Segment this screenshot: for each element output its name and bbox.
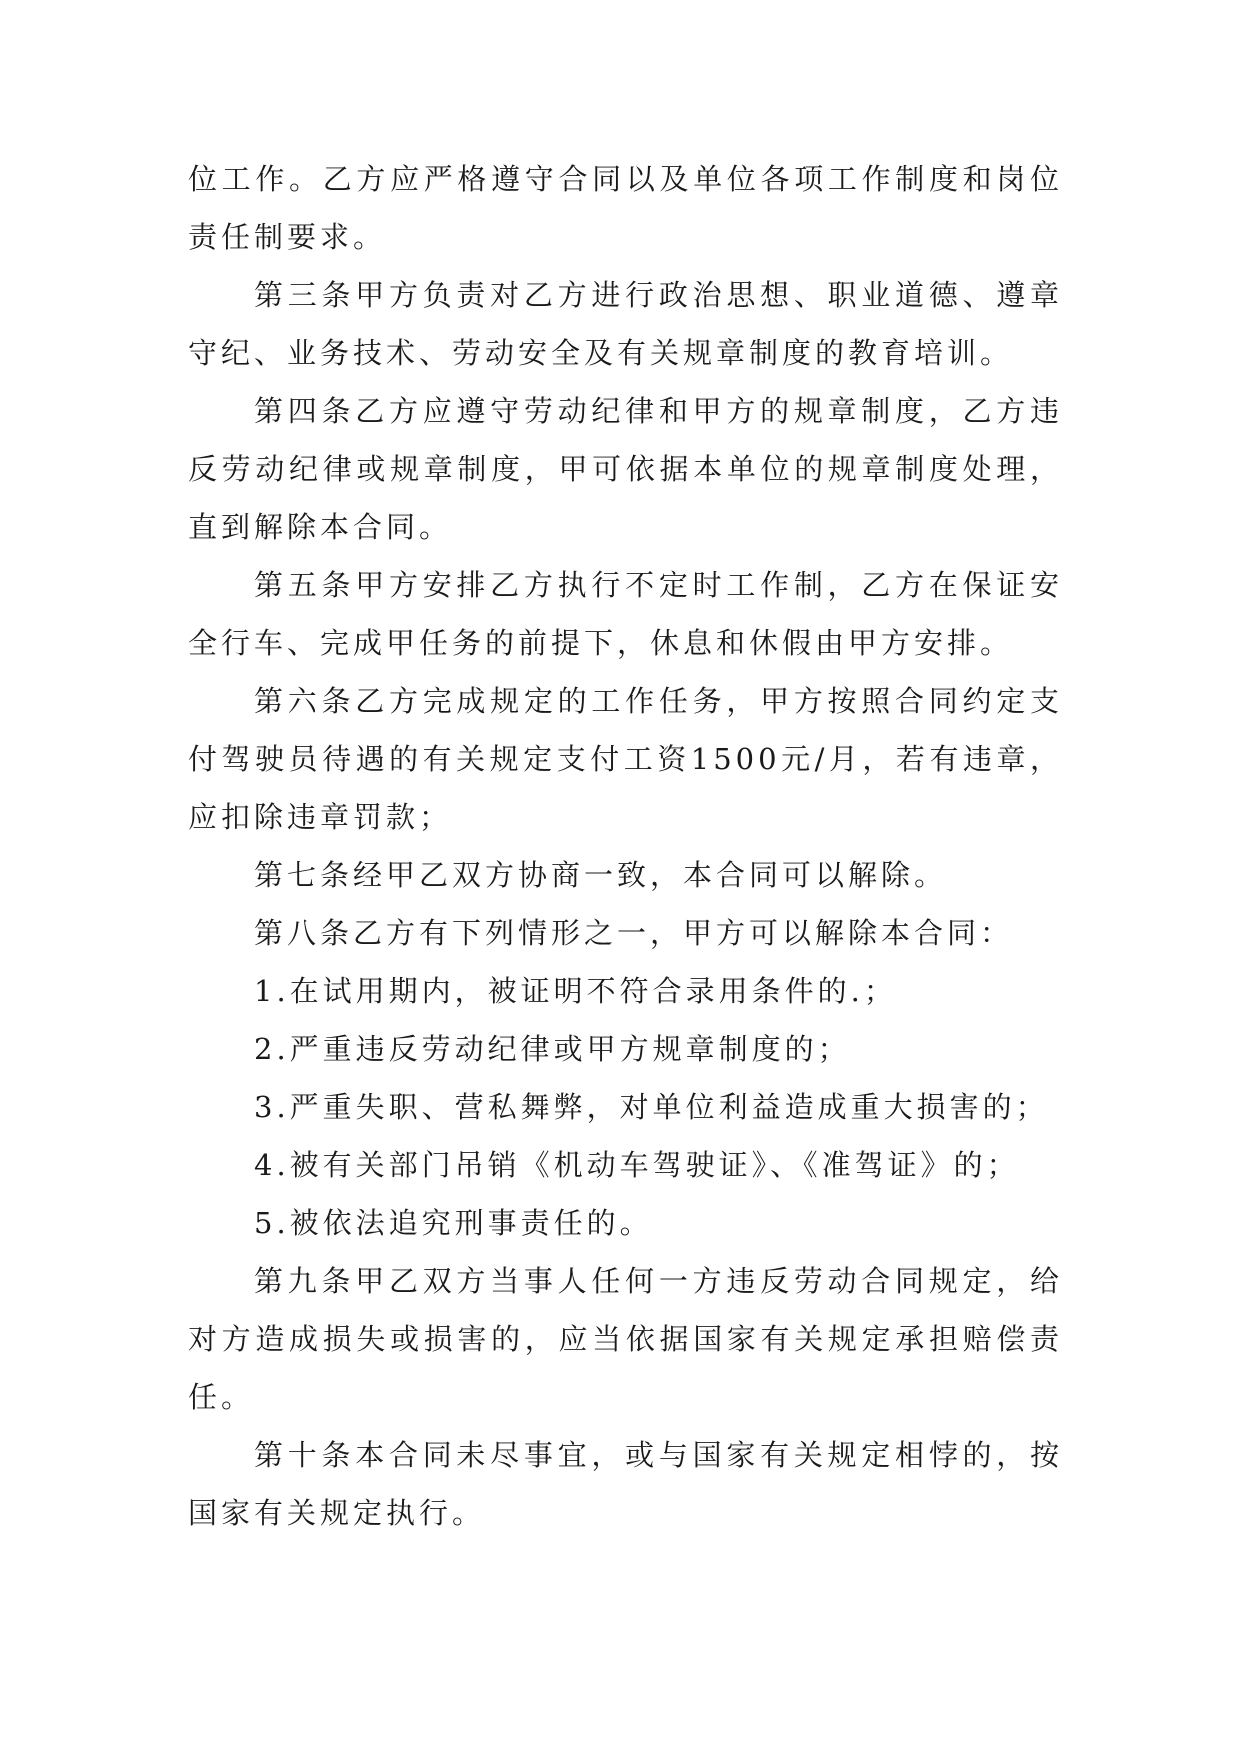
list-item-3: 3.严重失职、营私舞弊，对单位利益造成重大损害的；: [254, 1090, 1049, 1124]
list-item-4: 4.被有关部门吊销《机动车驾驶证》、《准驾证》的；: [254, 1148, 1020, 1182]
paragraph-article-5: 第五条甲方安排乙方执行不定时工作制，乙方在保证安全行车、完成甲任务的前提下，休息和休假由甲方安排。: [188, 568, 1063, 660]
list-item-2: 2.严重违反劳动纪律或甲方规章制度的；: [254, 1032, 851, 1066]
document-page: [188, 150, 1063, 1542]
paragraph-article-4: 第四条乙方应遵守劳动纪律和甲方的规章制度，乙方违反劳动纪律或规章制度，甲可依据本单位的规章制度处理，直到解除本合同。: [188, 394, 1063, 544]
paragraph-continuation: 位工作。乙方应严格遵守合同以及单位各项工作制度和岗位责任制要求。: [188, 162, 1063, 254]
list-item-1: 1.在试用期内，被证明不符合录用条件的.；: [254, 974, 897, 1008]
paragraph-article-3: 第三条甲方负责对乙方进行政治思想、职业道德、遵章守纪、业务技术、劳动安全及有关规章制度的教育培训。: [188, 278, 1063, 370]
paragraph-article-7: 第七条经甲乙双方协商一致，本合同可以解除。: [254, 858, 948, 892]
paragraph-article-10: 第十条本合同未尽事宜，或与国家有关规定相悖的，按国家有关规定执行。: [188, 1438, 1063, 1530]
list-item-5: 5.被依法追究刑事责任的。: [254, 1206, 653, 1240]
paragraph-article-8: 第八条乙方有下列情形之一，甲方可以解除本合同：: [254, 916, 1014, 950]
paragraph-article-9: 第九条甲乙双方当事人任何一方违反劳动合同规定，给对方造成损失或损害的，应当依据国家有关规定承担赔偿责任。: [188, 1264, 1063, 1414]
paragraph-article-6: 第六条乙方完成规定的工作任务，甲方按照合同约定支付驾驶员待遇的有关规定支付工资1500元/月，若有违章，应扣除违章罚款；: [188, 684, 1063, 834]
